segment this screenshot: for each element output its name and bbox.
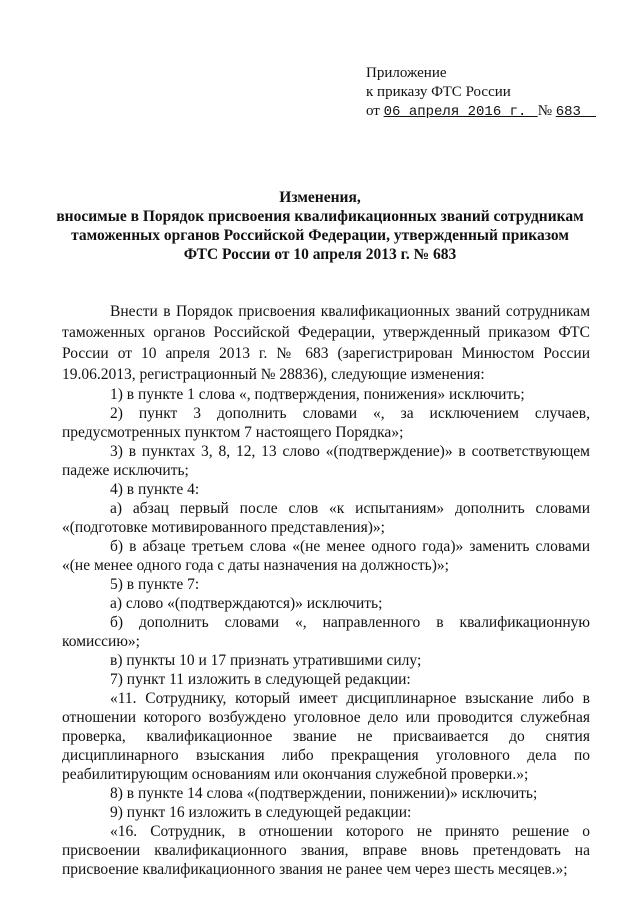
paragraph-item-3: 3) в пунктах 3, 8, 12, 13 слово «(подтверждение)» в соответствующем падеже исключить;	[62, 443, 590, 479]
appendix-block	[366, 64, 596, 122]
document-title	[40, 188, 600, 264]
paragraph-item-7: 7) пункт 11 изложить в следующей редакции:	[110, 671, 411, 688]
paragraph-item-4b: б) в абзаце третьем слова «(не менее одного года)» заменить словами «(не менее одного года с даты назначения на должность)»;	[62, 538, 590, 574]
title-line-3: таможенных органов Российской Федерации, утвержденный приказом	[71, 227, 569, 244]
appendix-number: 683	[555, 104, 581, 120]
appendix-label: Приложение	[366, 65, 447, 81]
appendix-date: 06 апреля 2016 г.	[383, 104, 527, 120]
paragraph-item-9-text: «16. Сотрудник, в отношении которого не принято решение о присвоении квалификационного звания, вправе вновь претендовать на присвоение квалификационного звания не ранее чем через шесть месяцев.»;	[62, 823, 590, 878]
paragraph-item-2: 2) пункт 3 дополнить словами «, за исключением случаев, предусмотренных пунктом 7 настоящего Порядка»;	[62, 405, 590, 441]
appendix-date-prefix: от	[366, 103, 380, 119]
paragraph-item-4: 4) в пункте 4:	[110, 481, 200, 498]
paragraph-item-8: 8) в пункте 14 слова «(подтверждении, понижении)» исключить;	[110, 785, 538, 802]
paragraph-item-1: 1) в пункте 1 слова «, подтверждения, понижения» исключить;	[110, 386, 525, 403]
paragraph-item-5a: а) слово «(подтверждаются)» исключить;	[110, 595, 383, 612]
title-line-1: Изменения,	[279, 189, 361, 206]
paragraph-item-5c: в) пункты 10 и 17 признать утратившими силу;	[110, 652, 422, 669]
appendix-number-label: №	[537, 103, 552, 119]
title-line-2: вносимые в Порядок присвоения квалификационных званий сотрудникам	[56, 208, 584, 225]
appendix-order-ref: к приказу ФТС России	[366, 84, 511, 100]
paragraph-item-5b: б) дополнить словами «, направленного в квалификационную комиссию»;	[62, 614, 590, 650]
paragraph-item-5: 5) в пункте 7:	[110, 576, 200, 593]
paragraph-item-9: 9) пункт 16 изложить в следующей редакции:	[110, 804, 412, 821]
document-body	[62, 301, 590, 879]
appendix-date-line	[366, 102, 596, 122]
paragraph-item-4a: а) абзац первый после слов «к испытаниям» дополнить словами «(подготовке мотивированного представления)»;	[62, 500, 590, 536]
title-line-4: ФТС России от 10 апреля 2013 г. № 683	[183, 246, 457, 263]
paragraph-intro: Внести в Порядок присвоения квалификационных званий сотрудникам таможенных органов Российской Федерации, утвержденный приказом ФТС России от 10 апреля 2013 г. № 683 (зарегистрирован Минюстом России 19.06.2013, регистрационный № 28836), следующие изменения:	[62, 303, 590, 383]
paragraph-item-7-text: «11. Сотруднику, который имеет дисциплинарное взыскание либо в отношении которого возбуждено уголовное дело или проводится служебная проверка, квалификационное звание не присваивается до снятия дисциплинарного взыскания либо прекращения уголовного дела по реабилитирующим основаниям или окончания служебной проверки.»;	[62, 690, 590, 783]
